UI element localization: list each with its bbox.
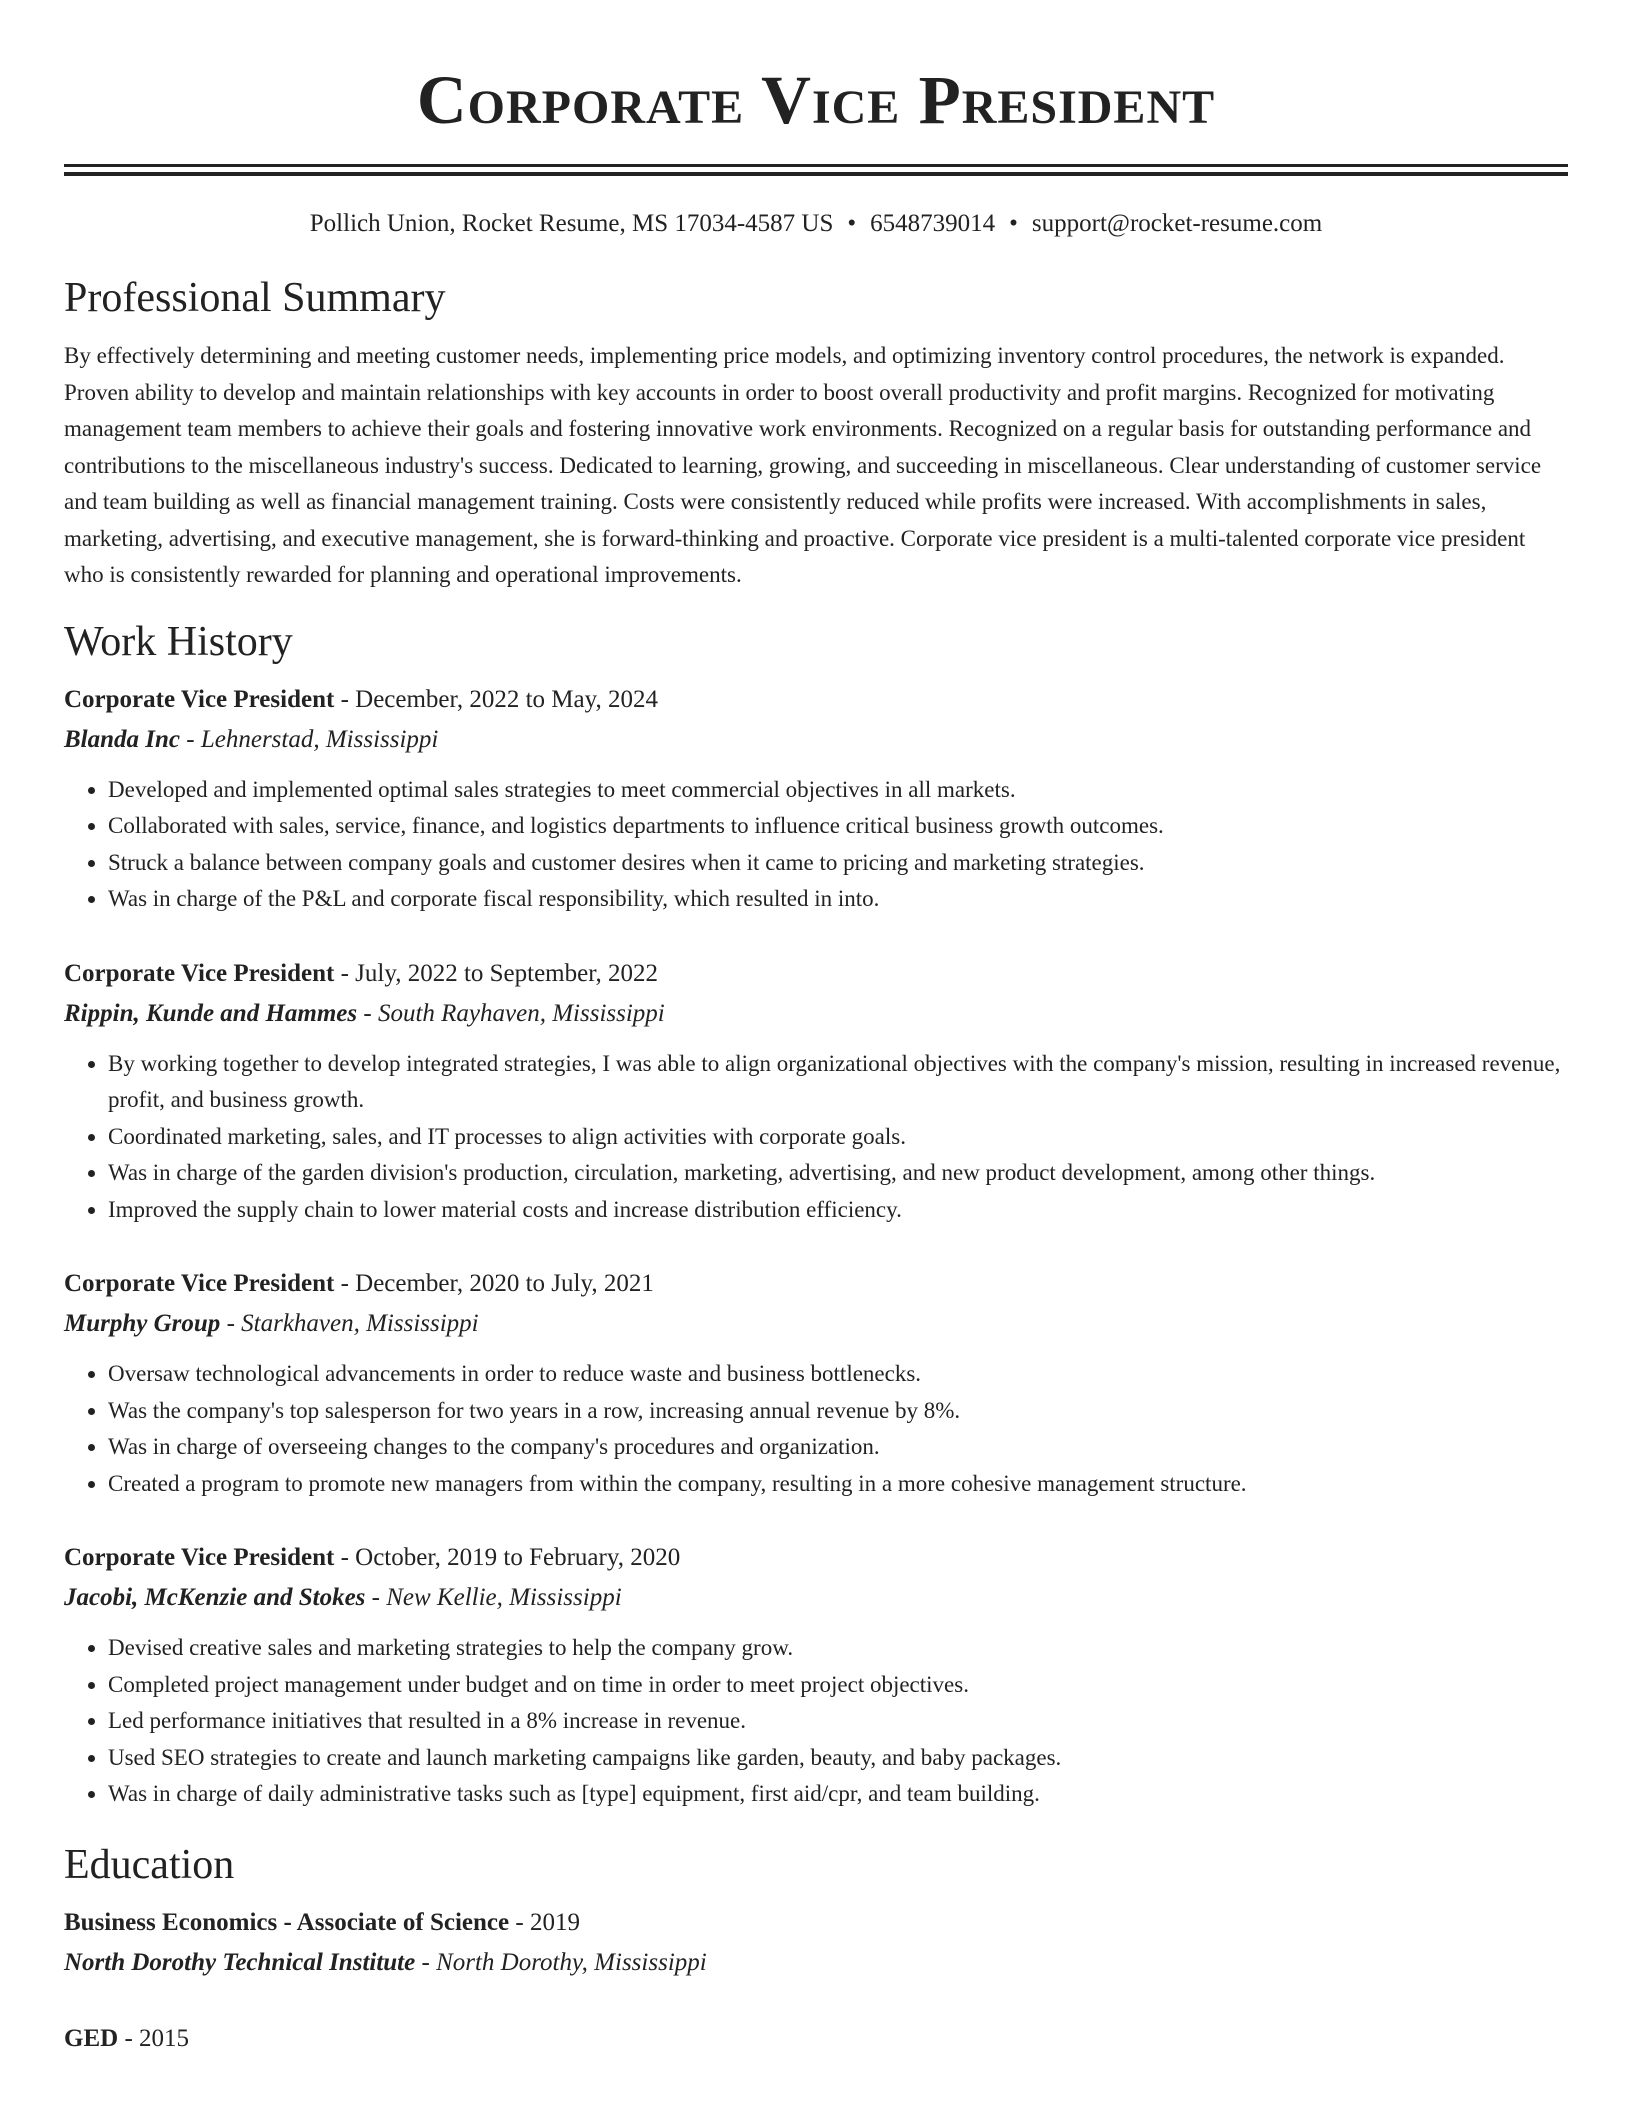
work-history-heading: Work History: [64, 618, 293, 665]
job-title-line: Corporate Vice President - December, 2020 to July, 2021: [64, 1270, 654, 1297]
job-dates: December, 2020 to July, 2021: [355, 1270, 654, 1297]
job-company-line: Murphy Group - Starkhaven, Mississippi: [64, 1310, 479, 1337]
job-company-line: Blanda Inc - Lehnerstad, Mississippi: [64, 725, 439, 753]
job-bullet: • Collaborated with sales, service, finance, and logistics departments to influence critical business growth outcomes.: [108, 808, 1568, 845]
job-entry: [64, 1538, 1568, 1813]
job-company: Rippin, Kunde and Hammes: [64, 999, 358, 1027]
job-role: Corporate Vice President: [64, 1270, 335, 1297]
job-company-line: Rippin, Kunde and Hammes - South Rayhaven, Mississippi: [64, 999, 665, 1027]
job-role: Corporate Vice President: [64, 1544, 335, 1571]
job-dates: October, 2019 to February, 2020: [355, 1544, 681, 1571]
contact-email: support@rocket-resume.com: [1031, 210, 1323, 237]
contact-address: Pollich Union, Rocket Resume, MS 17034-4587 US: [309, 210, 834, 237]
job-bullet: • By working together to develop integrated strategies, I was able to align organizational objectives with the company's mission, resulting in increased revenue, profit, and business growth.: [108, 1046, 1568, 1119]
job-entry: [64, 680, 1568, 918]
contact-phone: 6548739014: [870, 210, 996, 237]
job-bullet: • Was in charge of overseeing changes to the company's procedures and organization.: [108, 1429, 1568, 1466]
job-company: Jacobi, McKenzie and Stokes: [64, 1584, 366, 1611]
education-year: 2015: [139, 2024, 190, 2052]
contact-separator: •: [1009, 210, 1018, 237]
job-company-line: Jacobi, McKenzie and Stokes - New Kellie, Mississippi: [64, 1584, 622, 1611]
job-bullets: [64, 1356, 1568, 1502]
summary-heading: Professional Summary: [64, 275, 446, 321]
job-bullet: • Used SEO strategies to create and launch marketing campaigns like garden, beauty, and baby packages.: [108, 1740, 1568, 1777]
job-bullet: • Improved the supply chain to lower material costs and increase distribution efficiency.: [108, 1192, 1568, 1229]
job-role: Corporate Vice President: [64, 685, 335, 713]
job-bullet: • Created a program to promote new managers from within the company, resulting in a more cohesive management structure.: [108, 1466, 1568, 1503]
job-bullet: • Devised creative sales and marketing strategies to help the company grow.: [108, 1630, 1568, 1667]
education-entry: [64, 1903, 1568, 1983]
job-bullet: • Was in charge of daily administrative tasks such as [type] equipment, first aid/cpr, and team building.: [108, 1776, 1568, 1813]
job-bullets: [64, 1630, 1568, 1813]
education-location: North Dorothy, Mississippi: [436, 1948, 707, 1976]
job-bullet: • Oversaw technological advancements in order to reduce waste and business bottlenecks.: [108, 1356, 1568, 1393]
resume-title: Corporate Vice President: [416, 62, 1216, 138]
education-school: North Dorothy Technical Institute: [64, 1948, 416, 1976]
job-bullet: • Developed and implemented optimal sales strategies to meet commercial objectives in all markets.: [108, 772, 1568, 809]
job-bullet: • Completed project management under budget and on time in order to meet project objectives.: [108, 1667, 1568, 1704]
job-bullet: • Coordinated marketing, sales, and IT processes to align activities with corporate goals.: [108, 1119, 1568, 1156]
summary-text: By effectively determining and meeting customer needs, implementing price models, and optimizing inventory control procedures, the network is expanded. Proven ability to develop and maintain relationships with key accounts in order to boost overall productivity and profit margins. Recognized for motivating management team members to achieve their goals and fostering innovative work environments. Recognized on a regular basis for outstanding performance and contributions to the miscellaneous industry's success. Dedicated to learning, growing, and succeeding in miscellaneous. Clear understanding of customer service and team building as well as financial management training. Costs were consistently reduced while profits were increased. With accomplishments in sales, marketing, advertising, and executive management, she is forward-thinking and proactive. Corporate vice president is a multi-talented corporate vice president who is consistently rewarded for planning and operational improvements.: [64, 343, 1542, 587]
education-degree-line: Business Economics - Associate of Science - 2019: [64, 1908, 580, 1936]
contact-line: [64, 208, 1568, 240]
job-bullet: • Was in charge of the P&L and corporate fiscal responsibility, which resulted in into.: [108, 881, 1568, 918]
job-title-line: Corporate Vice President - July, 2022 to September, 2022: [64, 959, 659, 987]
job-title-line: Corporate Vice President - December, 2022 to May, 2024: [64, 685, 658, 713]
job-dates: December, 2022 to May, 2024: [355, 685, 658, 713]
education-degree: GED: [64, 2024, 119, 2052]
resume-page: [64, 0, 1568, 2059]
job-entry: [64, 954, 1568, 1229]
job-location: Lehnerstad, Mississippi: [200, 725, 439, 753]
education-heading: Education: [64, 1841, 235, 1888]
job-title-line: Corporate Vice President - October, 2019 to February, 2020: [64, 1544, 681, 1571]
job-company: Blanda Inc: [64, 725, 181, 753]
job-entry: [64, 1264, 1568, 1502]
job-location: New Kellie, Mississippi: [386, 1584, 622, 1611]
job-bullets: [64, 772, 1568, 918]
job-location: South Rayhaven, Mississippi: [377, 999, 665, 1027]
education-entry: [64, 2019, 1568, 2059]
job-company: Murphy Group: [64, 1310, 221, 1337]
education-school-line: North Dorothy Technical Institute - North Dorothy, Mississippi: [64, 1948, 707, 1976]
contact-separator: •: [847, 210, 857, 237]
education-degree: Business Economics - Associate of Science: [64, 1908, 510, 1936]
job-dates: July, 2022 to September, 2022: [355, 959, 659, 987]
education-degree-line: GED - 2015: [64, 2024, 190, 2052]
job-role: Corporate Vice President: [64, 959, 335, 987]
job-location: Starkhaven, Mississippi: [241, 1310, 479, 1337]
title-rule-thick: [64, 164, 1568, 167]
education-year: 2019: [529, 1908, 580, 1936]
job-bullet: • Led performance initiatives that resulted in a 8% increase in revenue.: [108, 1703, 1568, 1740]
title-rule-thin: [64, 172, 1568, 176]
job-bullet: • Was the company's top salesperson for two years in a row, increasing annual revenue by 8%.: [108, 1393, 1568, 1430]
job-bullets: [64, 1046, 1568, 1229]
job-bullet: • Struck a balance between company goals and customer desires when it came to pricing and marketing strategies.: [108, 845, 1568, 882]
job-bullet: • Was in charge of the garden division's production, circulation, marketing, advertising, and new product development, among other things.: [108, 1155, 1568, 1192]
